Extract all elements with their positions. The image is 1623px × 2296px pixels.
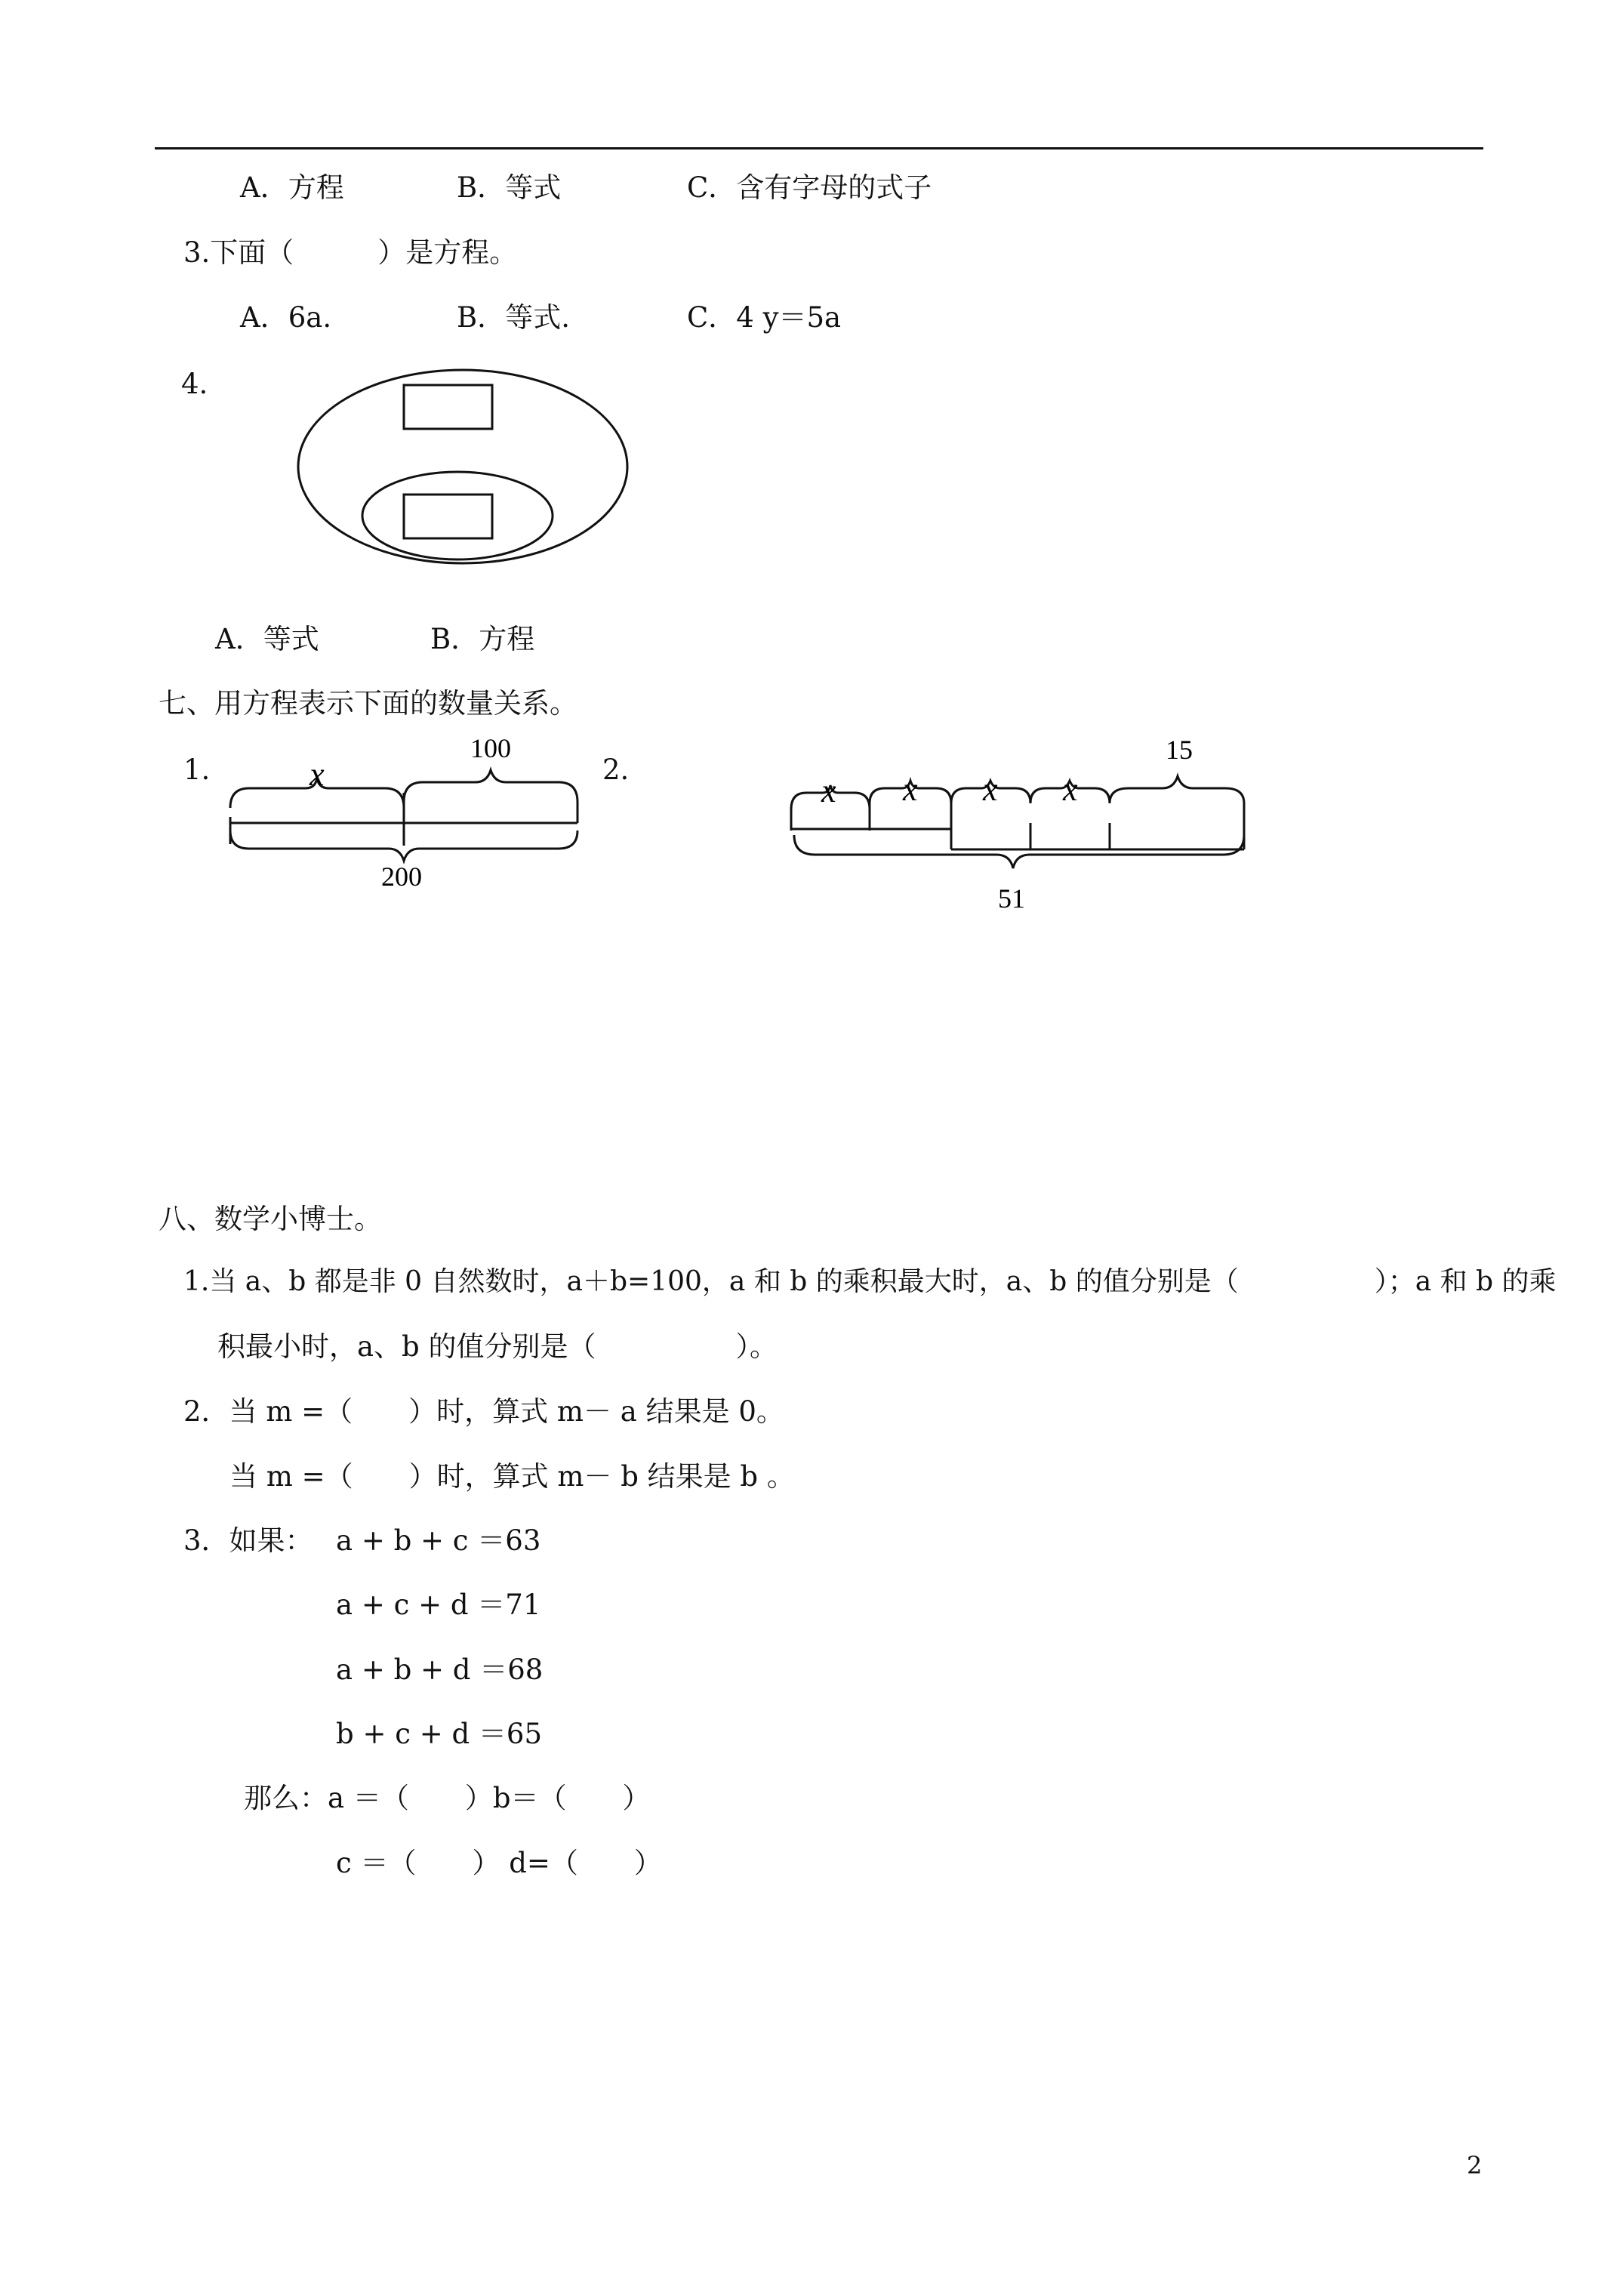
q4-option-b: B．方程 — [430, 623, 535, 655]
diagram2-bottom-label: 51 — [998, 883, 1025, 914]
page-number: 2 — [1467, 2151, 1483, 2180]
section7-title: 七、用方程表示下面的数量关系。 — [159, 687, 577, 720]
venn-inner-blank-box — [404, 495, 492, 538]
q3-option-a: A．6a. — [240, 301, 332, 334]
s8-q2-line2: 当 m =（ ）时，算式 m－ b 结果是 b 。 — [229, 1460, 795, 1493]
diagram2-x-label-1: x — [821, 772, 836, 809]
s8-q1-line2: 积最小时，a、b 的值分别是（ ）。 — [217, 1330, 778, 1363]
q2-option-c: C．含有字母的式子 — [687, 171, 932, 204]
s8-q3-eq4: b + c + d ＝65 — [336, 1718, 542, 1750]
venn-outer-blank-box — [404, 385, 492, 429]
diagram2-top-label: 15 — [1166, 735, 1193, 765]
diagram2-number: 2. — [602, 754, 630, 786]
q3-option-b: B．等式. — [457, 301, 570, 334]
s8-q3-eq2: a + c + d ＝71 — [336, 1589, 541, 1621]
q3-option-c: C．4 y＝5a — [687, 301, 842, 334]
s8-q3-eq1: a + b + c ＝63 — [336, 1524, 541, 1557]
q2-option-b: B．等式 — [457, 171, 562, 204]
s8-q3-then-line1: 那么：a ＝（ ）b＝（ ） — [244, 1782, 651, 1814]
diagram1-top-label: 100 — [470, 733, 511, 763]
diagram1-number: 1. — [183, 754, 211, 786]
s8-q3-label: 3．如果： — [183, 1524, 313, 1557]
header-rule — [155, 147, 1483, 149]
diagram2-x-label-4: x — [1063, 771, 1078, 808]
q4-option-a: A．等式 — [215, 623, 319, 655]
diagram2-x-label-3: x — [983, 771, 998, 808]
section8-title: 八、数学小博士。 — [159, 1203, 382, 1235]
s8-q3-then-line2: c ＝（ ） d=（ ） — [336, 1847, 662, 1879]
s8-q2-line1: 2．当 m =（ ）时，算式 m－ a 结果是 0。 — [183, 1395, 784, 1428]
q2-option-a: A．方程 — [240, 171, 344, 204]
diagram1-bottom-label: 200 — [381, 861, 422, 892]
q3-stem: 3.下面（ ）是方程。 — [183, 236, 518, 269]
diagram2-x-label-2: x — [903, 771, 918, 808]
diagram1-x-label: x — [310, 756, 325, 793]
s8-q1-line1: 1.当 a、b 都是非 0 自然数时，a＋b=100，a 和 b 的乘积最大时，a、b 的值分别是（ ）；a 和 b 的乘 — [183, 1266, 1557, 1297]
q4-number: 4. — [181, 368, 208, 400]
s8-q3-eq3: a + b + d ＝68 — [336, 1653, 544, 1686]
